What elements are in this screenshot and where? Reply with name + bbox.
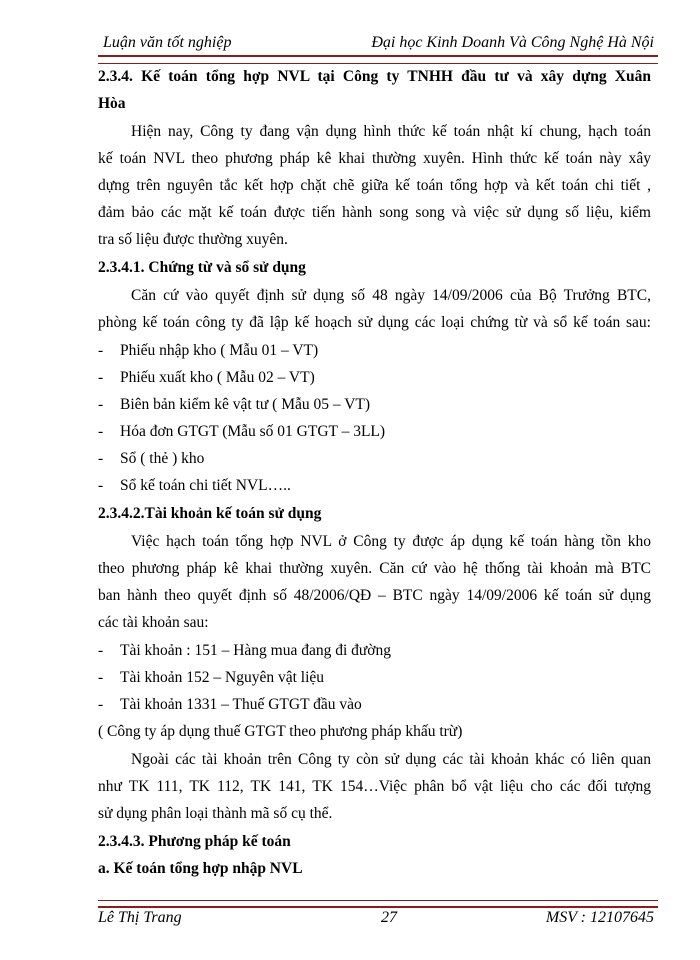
paragraph-line: theo phương pháp kê khai thường xuyên. Căn cứ vào hệ thống tài khoản mà BTC (98, 560, 651, 577)
list-item-text: Tài khoản : 151 – Hàng mua đang đi đường (120, 642, 392, 659)
paragraph-line: ban hành theo quyết định số 48/2006/QĐ – BTC ngày 14/09/2006 kế toán sử dụng (98, 587, 651, 604)
list-item-text: Sổ kế toán chi tiết NVL….. (120, 477, 291, 494)
header-thesis-label: Luận văn tốt nghiệp (103, 34, 232, 51)
header-university-label: Đại học Kinh Doanh Và Công Nghệ Hà Nội (371, 34, 654, 51)
paragraph-line: tra số liệu được thường xuyên. (98, 231, 288, 248)
paragraph-line: Căn cứ vào quyết định sử dụng số 48 ngày 14/09/2006 của Bộ Trưởng BTC, (131, 287, 651, 304)
note-line: ( Công ty áp dụng thuế GTGT theo phương pháp khấu trừ) (98, 723, 463, 740)
page-footer (98, 909, 654, 931)
list-item: - Sổ kế toán chi tiết NVL….. (98, 477, 291, 494)
footer-student-id: MSV : 12107645 (545, 909, 654, 926)
list-item: - Hóa đơn GTGT (Mẫu số 01 GTGT – 3LL) (98, 423, 386, 440)
paragraph-line: đảm bảo các mặt kế toán được tiến hành song song và việc sử dụng số liệu, kiểm (98, 204, 651, 221)
list-item: - Tài khoản : 151 – Hàng mua đang đi đường (98, 642, 392, 659)
page-number: 27 (381, 909, 397, 926)
paragraph-line: các tài khoản sau: (98, 614, 209, 631)
section-heading-2-3-4-1: 2.3.4.1. Chứng từ và sổ sử dụng (98, 259, 306, 276)
list-item-text: Sổ ( thẻ ) kho (120, 450, 205, 467)
list-item: - Phiếu xuất kho ( Mẫu 02 – VT) (98, 369, 315, 386)
paragraph-line: Hiện nay, Công ty đang vận dụng hình thức kế toán nhật kí chung, hạch toán (131, 123, 651, 140)
list-item-text: Phiếu nhập kho ( Mẫu 01 – VT) (120, 342, 319, 359)
subsection-heading-a: a. Kế toán tổng hợp nhập NVL (98, 860, 303, 877)
list-item: - Tài khoản 152 – Nguyên vật liệu (98, 669, 325, 686)
footer-author: Lê Thị Trang (98, 909, 182, 926)
list-item-text: Tài khoản 1331 – Thuế GTGT đầu vào (120, 696, 362, 713)
list-item: - Sổ ( thẻ ) kho (98, 450, 205, 467)
list-item-text: Hóa đơn GTGT (Mẫu số 01 GTGT – 3LL) (120, 423, 386, 440)
list-item: - Tài khoản 1331 – Thuế GTGT đầu vào (98, 696, 362, 713)
page-header (103, 30, 654, 52)
section-heading-2-3-4-3: 2.3.4.3. Phương pháp kế toán (98, 833, 291, 850)
list-item-text: Tài khoản 152 – Nguyên vật liệu (120, 669, 325, 686)
paragraph-line: sử dụng phân loại thành mã số cụ thể. (98, 805, 333, 822)
section-heading-2-3-4-2: 2.3.4.2.Tài khoản kế toán sử dụng (98, 505, 322, 522)
paragraph-line: dựng trên nguyên tắc kết hợp chặt chẽ giữa kế toán tổng hợp và kết toán chi tiết , (98, 177, 651, 194)
paragraph-line: kế toán NVL theo phương pháp kê khai thường xuyên. Hình thức kế toán này xây (98, 150, 651, 167)
list-item-text: Biên bản kiểm kê vật tư ( Mẫu 05 – VT) (120, 396, 371, 413)
section-heading-2-3-4: 2.3.4. Kế toán tổng hợp NVL tại Công ty TNHH đầu tư và xây dựng Xuân (98, 68, 651, 85)
list-item: - Phiếu nhập kho ( Mẫu 01 – VT) (98, 342, 319, 359)
header-rule (98, 55, 658, 64)
section-heading-2-3-4-cont: Hòa (98, 95, 126, 112)
footer-rule (98, 900, 658, 908)
paragraph-line: Việc hạch toán tổng hợp NVL ở Công ty được áp dụng kế toán hàng tồn kho (131, 533, 651, 550)
paragraph-line: Ngoài các tài khoản trên Công ty còn sử dụng các tài khoản khác có liên quan (131, 751, 651, 768)
list-item-text: Phiếu xuất kho ( Mẫu 02 – VT) (120, 369, 315, 386)
list-item: - Biên bản kiểm kê vật tư ( Mẫu 05 – VT) (98, 396, 371, 413)
paragraph-line: như TK 111, TK 112, TK 141, TK 154…Việc phân bổ vật liệu cho các đối tượng (98, 778, 651, 795)
paragraph-line: phòng kế toán công ty đã lập kế hoạch sử dụng các loại chứng từ và sổ kế toán sau: (98, 314, 651, 331)
